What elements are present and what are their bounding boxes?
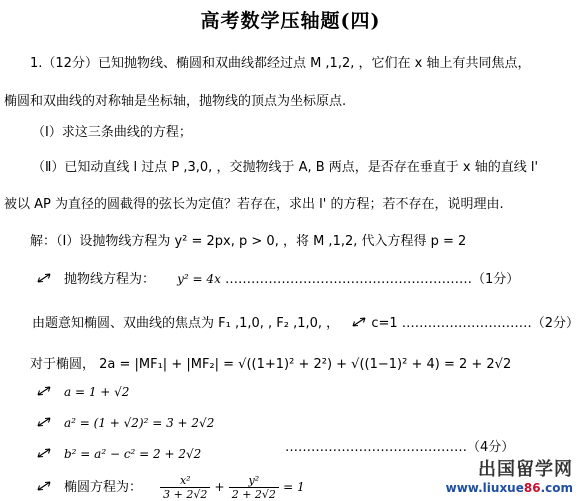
watermark-url: www.liuxue86.com [445, 481, 573, 495]
problem-line-4: （Ⅱ）已知动直线 l 过点 P ,3,0, ，交抛物线于 A, B 两点，是否存在垂直于 x 轴的直线 l' [32, 160, 539, 175]
score-1: …………………………………………………（1分） [224, 272, 520, 287]
implies-arrow-icon [351, 316, 367, 328]
fraction-denominator: 2 + 2√2 [231, 488, 276, 501]
problem-line-2: 椭圆和双曲线的对称轴是坐标轴，抛物线的顶点为坐标原点. [4, 94, 347, 109]
ellipse-fraction-y [229, 474, 279, 501]
a-equation: a = 1 + √2 [64, 385, 130, 399]
solution-line-8: 椭圆方程为： $\frac{\text{x²}}{3 + 2√2}$ + $\frac{\text{y²}}{2 + 2√2}$ = 1 [36, 474, 305, 501]
solution-line-1: 解：（Ⅰ）设抛物线方程为 y² = 2px, p > 0, ，将 M ,1,2, 代入方程得 p = 2 [30, 234, 467, 249]
c-value: c=1 [371, 316, 398, 331]
a-squared-equation: a² = (1 + √2)² = 3 + 2√2 [64, 416, 215, 430]
implies-arrow-icon [36, 447, 52, 459]
solution-line-2 [36, 268, 519, 287]
implies-arrow-icon [36, 480, 52, 492]
solution-line-6 [36, 416, 214, 431]
page-title: 高考数学压轴题(四) [200, 10, 381, 32]
ellipse-fraction-x [160, 474, 210, 501]
fraction-denominator: 3 + 2√2 [163, 488, 208, 501]
score-2: …………………………（2分） [401, 316, 580, 331]
b-squared-equation: b² = a² − c² = 2 + 2√2 [64, 447, 202, 461]
solution-line-7 [36, 447, 201, 462]
ellipse-label: 椭圆方程为： [64, 480, 143, 495]
foci-text: 由题意知椭圆、双曲线的焦点为 F₁ ,1,0, , F₂ ,1,0, ， [32, 316, 340, 331]
solution-line-4: 对于椭圆， 2a = |MF₁| + |MF₂| = √((1+1)² + 2²) + √((1−1)² + 4) = 2 + 2√2 [30, 357, 512, 372]
solution-line-5 [36, 385, 129, 400]
parabola-equation: y² = 4x [177, 272, 221, 286]
problem-line-5: 被以 AP 为直径的圆截得的弦长为定值？若存在，求出 l' 的方程；若不存在，说明理由. [4, 197, 504, 212]
problem-line-3: （Ⅰ）求这三条曲线的方程； [32, 125, 192, 140]
implies-arrow-icon [36, 416, 52, 428]
implies-arrow-icon [36, 272, 52, 284]
parabola-label: 抛物线方程为： [64, 272, 156, 287]
implies-arrow-icon [36, 385, 52, 397]
watermark-logo [423, 455, 573, 495]
equals-one: = 1 [283, 480, 305, 494]
score-4: ……………………………………（4分） [285, 440, 515, 455]
fraction-numerator: y² [229, 474, 279, 488]
problem-line-1: 1.（12分）已知抛物线、椭圆和双曲线都经过点 M ,1,2, ，它们在 x 轴上有共同焦点， [30, 56, 531, 71]
fraction-numerator: x² [160, 474, 210, 488]
watermark-title: 出国留学网 [478, 459, 573, 480]
solution-line-3 [32, 312, 579, 331]
